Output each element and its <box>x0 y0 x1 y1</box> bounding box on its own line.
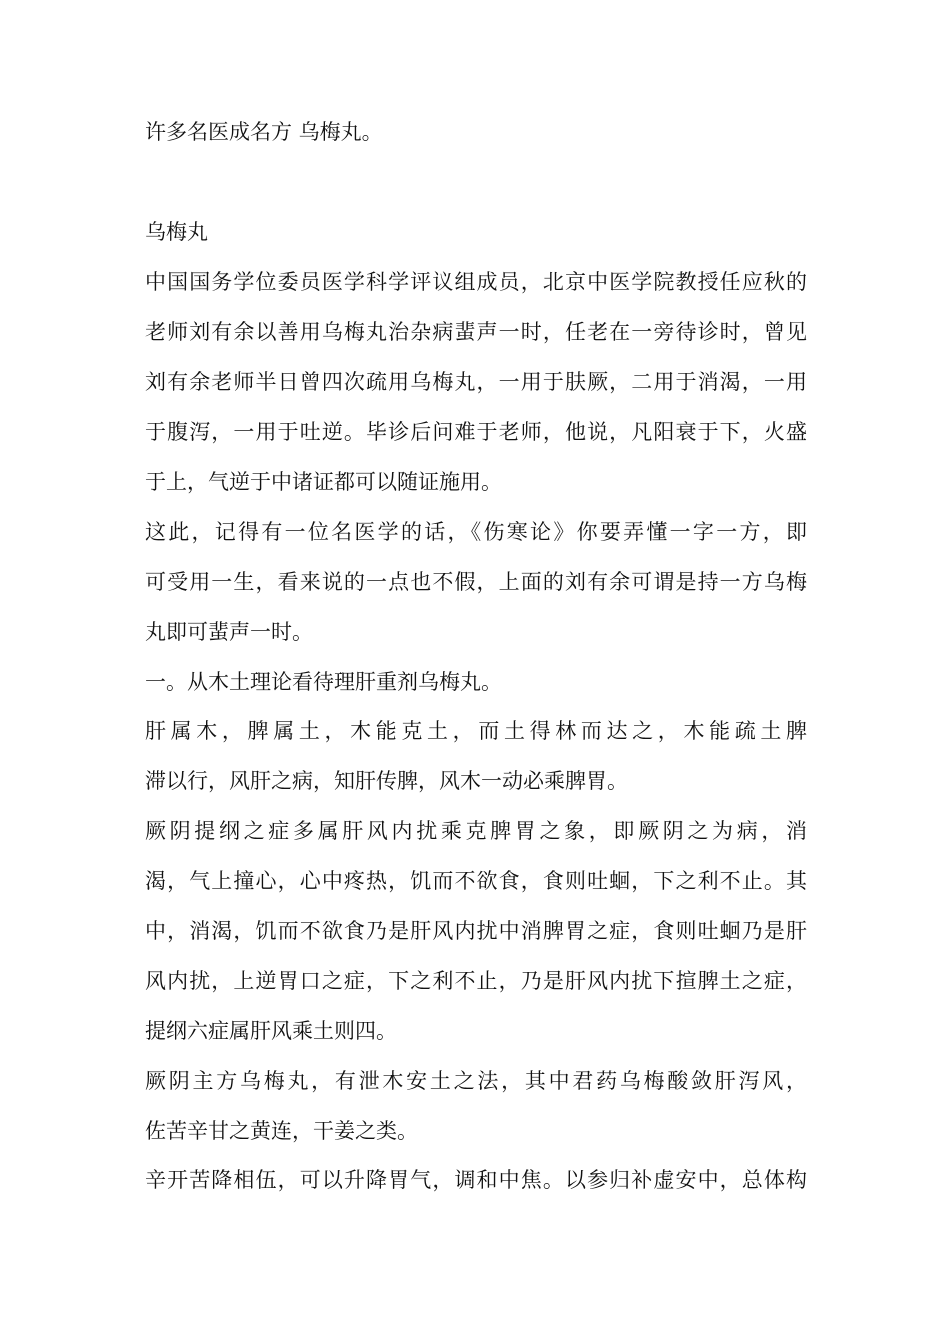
paragraph-line: 提纲六症属肝风乘土则四。 <box>145 1019 397 1043</box>
paragraph-line: 这此，记得有一位名医学的话，《伤寒论》你要弄懂一字一方，即 <box>145 520 807 544</box>
section-title: 乌梅丸 <box>145 220 208 244</box>
paragraph-line: 厥阴主方乌梅丸，有泄木安土之法，其中君药乌梅酸敛肝泻风， <box>145 1069 807 1093</box>
paragraph-line: 佐苦辛甘之黄连，干姜之类。 <box>145 1119 418 1143</box>
paragraph-line: 丸即可蜚声一时。 <box>145 620 313 644</box>
paragraph-line: 于腹泻，一用于吐逆。毕诊后问难于老师，他说，凡阳衰于下，火盛 <box>145 420 807 444</box>
paragraph-line: 中，消渴，饥而不欲食乃是肝风内扰中消脾胃之症，食则吐蛔乃是肝 <box>145 919 807 943</box>
paragraph-line: 刘有余老师半日曾四次疏用乌梅丸，一用于肤厥，二用于消渴，一用 <box>145 370 807 394</box>
paragraph-line: 老师刘有余以善用乌梅丸治杂病蜚声一时，任老在一旁待诊时，曾见 <box>145 320 807 344</box>
paragraph-line: 风内扰，上逆胃口之症，下之利不止，乃是肝风内扰下揎脾土之症， <box>145 969 807 993</box>
section-heading: 一。从木土理论看待理肝重剂乌梅丸。 <box>145 670 502 694</box>
paragraph-line: 可受用一生，看来说的一点也不假，上面的刘有余可谓是持一方乌梅 <box>145 570 807 594</box>
paragraph-line: 渴，气上撞心，心中疼热，饥而不欲食，食则吐蛔，下之利不止。其 <box>145 869 807 893</box>
paragraph-line: 肝属木，脾属土，木能克土，而土得林而达之，木能疏土脾 <box>145 719 807 743</box>
paragraph-line: 辛开苦降相伍，可以升降胃气，调和中焦。以参归补虚安中，总体构 <box>145 1168 807 1192</box>
paragraph-line: 厥阴提纲之症多属肝风内扰乘克脾胃之象，即厥阴之为病，消 <box>145 819 807 843</box>
paragraph-line: 滞以行，风肝之病，知肝传脾，风木一动必乘脾胃。 <box>145 769 628 793</box>
paragraph-line: 中国国务学位委员医学科学评议组成员，北京中医学院教授任应秋的 <box>145 270 807 294</box>
heading-line: 许多名医成名方 乌梅丸。 <box>145 120 383 144</box>
paragraph-line: 于上，气逆于中诸证都可以随证施用。 <box>145 470 502 494</box>
